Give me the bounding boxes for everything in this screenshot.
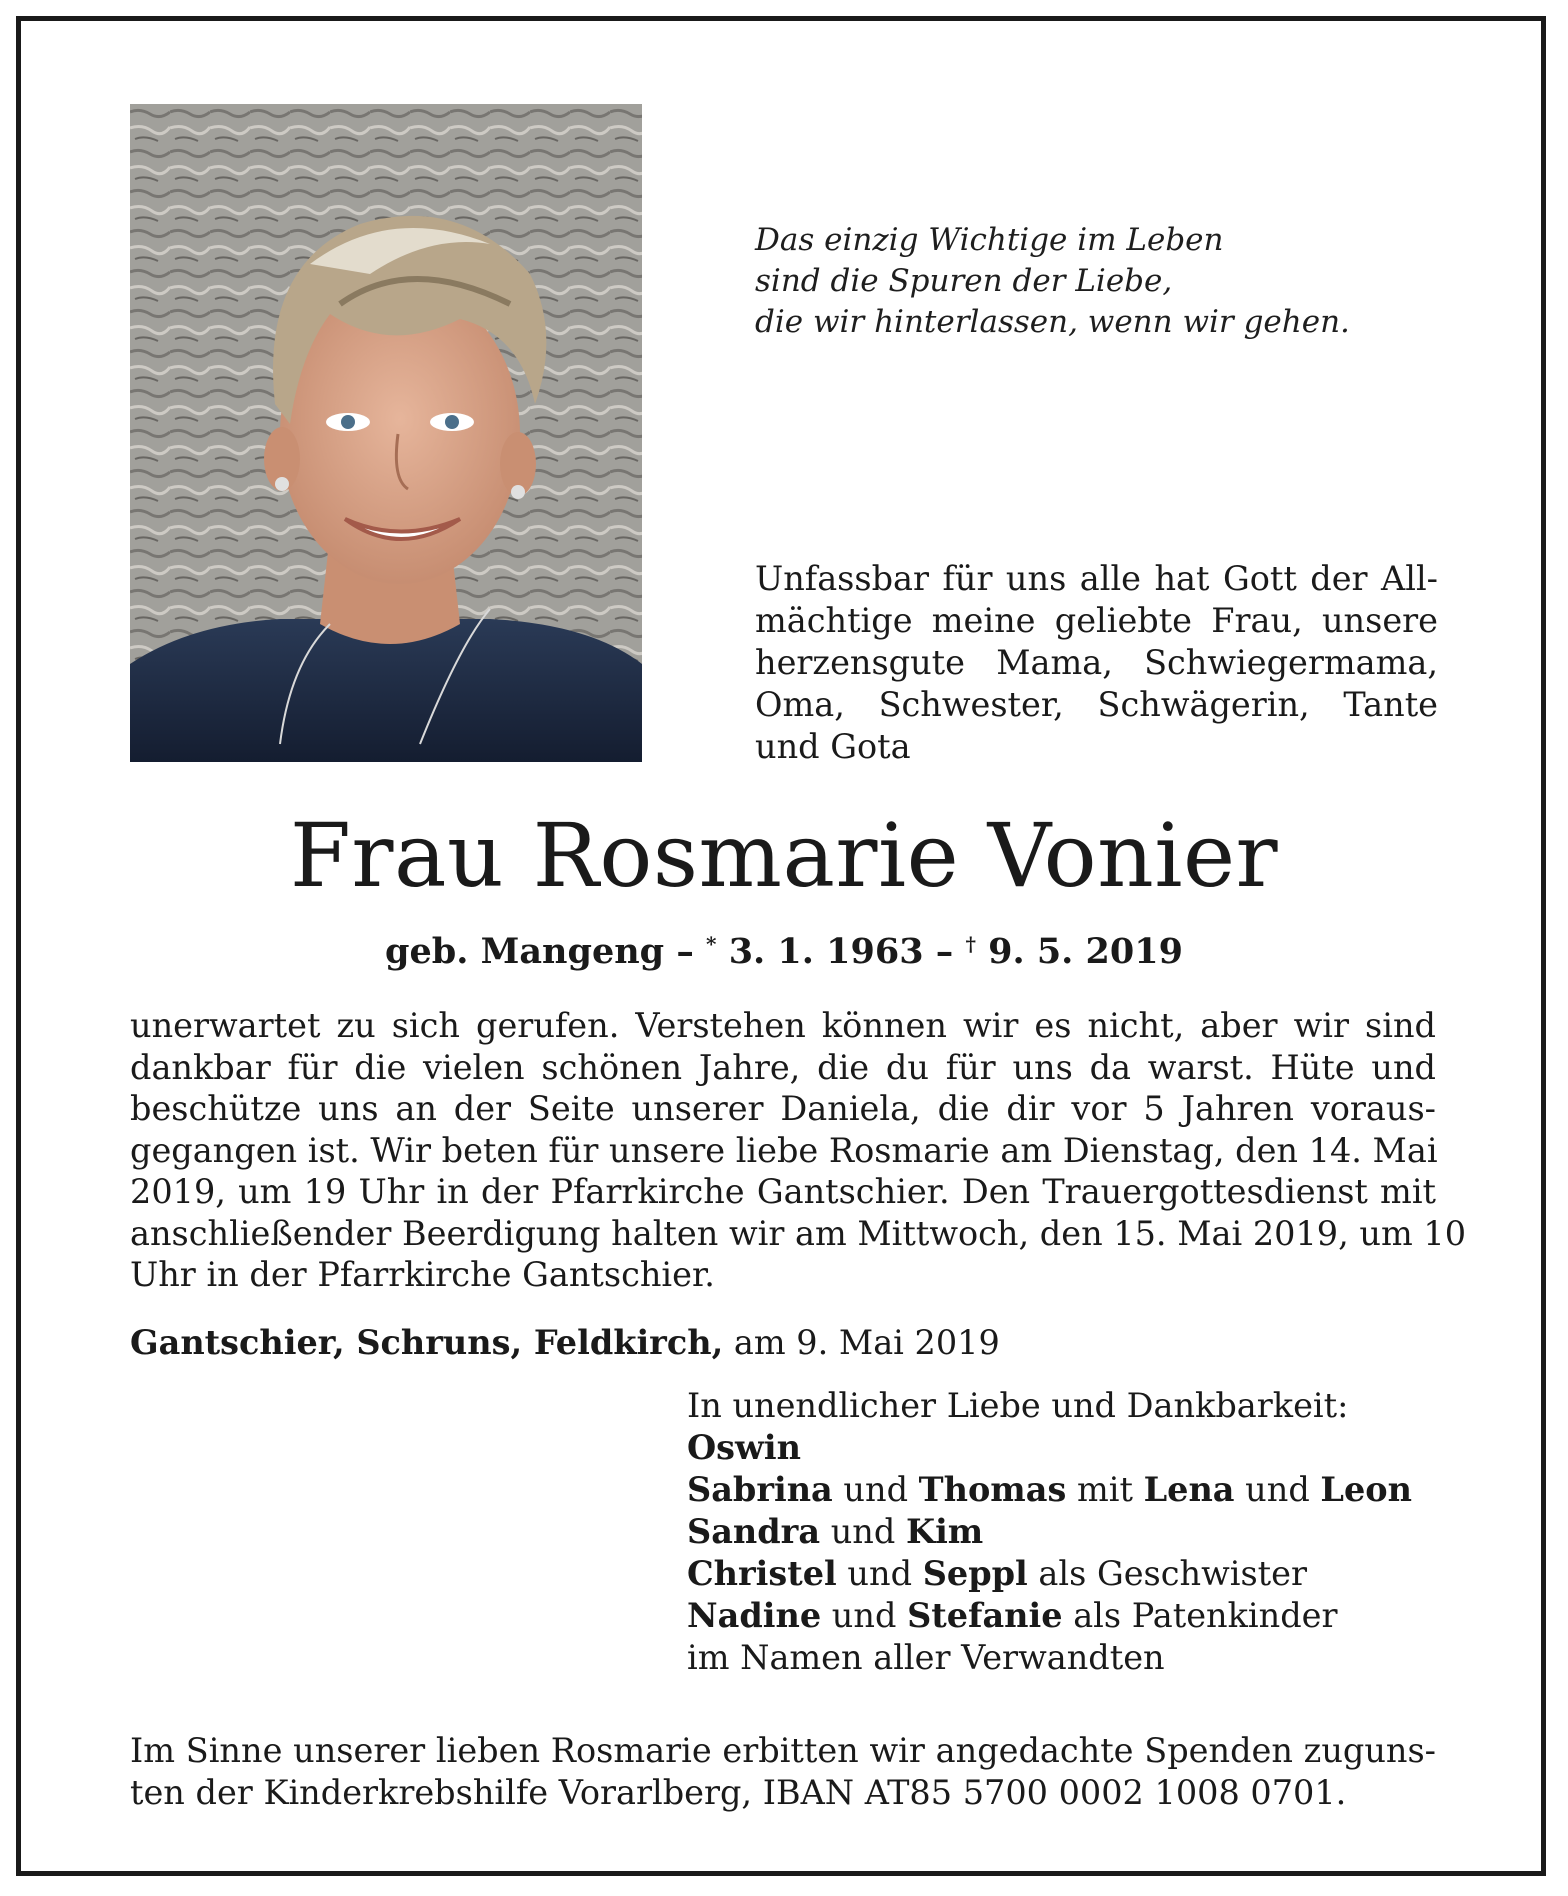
mourner-row [687, 1637, 1447, 1679]
quote-line: die wir hinterlassen, wenn wir gehen. [755, 304, 1350, 340]
mourner-row [687, 1511, 1447, 1553]
mourner-name: Seppl [922, 1554, 1028, 1593]
body-line: unerwartet zu sich gerufen. Verstehen können wir es nicht, aber wir sind [130, 1006, 1436, 1045]
intro-paragraph: Unfassbar für uns alle hat Gott der Allmächtige meine geliebte Frau, unsere herzensgute Mama, Schwiegermama, Oma, Schwester, Schwägerin, Tante und Gota [755, 559, 1438, 766]
life-dates [0, 922, 1568, 974]
death-date: 9. 5. 2019 [975, 931, 1183, 972]
signoff-heading: In unendlicher Liebe und Dankbarkeit: [687, 1386, 1349, 1425]
memorial-quote [755, 220, 1475, 343]
donation-line: ten der Kinderkrebshilfe Vorarlberg, IBAN AT85 5700 0002 1008 0701. [130, 1773, 1347, 1812]
deceased-name: Frau Rosmarie Vonier [289, 804, 1279, 907]
portrait-image [130, 104, 642, 762]
body-line: 2019, um 19 Uhr in der Pfarrkirche Gantschier. Den Trauergottesdienst mit [130, 1172, 1436, 1211]
donation-note [130, 1730, 1436, 1814]
quote-line: sind die Spuren der Liebe, [755, 263, 1173, 299]
mourners-signoff [687, 1385, 1447, 1679]
mourner-row [687, 1469, 1447, 1511]
announcement-body [130, 1005, 1467, 1296]
mourner-name: Lena [1143, 1470, 1235, 1509]
date-separator: – [664, 931, 707, 972]
birth-date: 3. 1. 1963 [716, 931, 924, 972]
mourner-connector: und [820, 1512, 906, 1551]
mourner-name: Leon [1320, 1470, 1412, 1509]
place-names: Gantschier, Schruns, Feldkirch, [130, 1323, 724, 1362]
mourner-connector: als Patenkinder [1062, 1596, 1338, 1635]
mourner-connector: mit [1066, 1470, 1144, 1509]
mourner-name: Sandra [687, 1512, 821, 1551]
body-line: beschütze uns an der Seite unserer Daniela, die dir vor 5 Jahren voraus- [130, 1089, 1436, 1128]
body-line: Uhr in der Pfarrkirche Gantschier. [130, 1255, 715, 1294]
mourner-name: Stefanie [907, 1596, 1063, 1635]
mourner-connector: und [836, 1554, 923, 1593]
body-line: anschließender Beerdigung halten wir am Mittwoch, den 15. Mai 2019, um 10 [130, 1213, 1467, 1253]
mourner-name: Sabrina [687, 1470, 833, 1509]
quote-line: Das einzig Wichtige im Leben [755, 222, 1224, 258]
mourner-row [687, 1427, 1447, 1469]
place-and-date [130, 1322, 1000, 1364]
mourner-connector: und [1234, 1470, 1321, 1509]
portrait-photo [130, 104, 642, 762]
donation-line: Im Sinne unserer lieben Rosmarie erbitten wir angedachte Spenden zuguns- [130, 1731, 1436, 1770]
body-line: dankbar für die vielen schönen Jahre, die du für uns da warst. Hüte und [130, 1047, 1436, 1087]
mourner-connector: und [821, 1596, 908, 1635]
mourner-name: Nadine [687, 1596, 822, 1635]
mourner-name: Kim [905, 1512, 984, 1551]
mourner-row [687, 1553, 1447, 1595]
mourner-name: Oswin [687, 1428, 801, 1467]
mourner-connector: als Geschwister [1027, 1554, 1307, 1593]
mourner-connector: im Namen aller Verwandten [687, 1638, 1165, 1677]
birth-symbol: * [706, 932, 717, 956]
maiden-name: geb. Mangeng [385, 931, 665, 972]
mourner-row [687, 1595, 1447, 1637]
mourner-name: Thomas [918, 1470, 1067, 1509]
date-separator: – [923, 931, 966, 972]
mourners-list [687, 1427, 1447, 1679]
mourner-name: Christel [687, 1554, 837, 1593]
body-line: gegangen ist. Wir beten für unsere liebe Rosmarie am Dienstag, den 14. Mai [130, 1130, 1438, 1170]
mourner-connector: und [832, 1470, 919, 1509]
notice-date: am 9. Mai 2019 [723, 1323, 1000, 1362]
death-symbol: † [965, 932, 976, 956]
